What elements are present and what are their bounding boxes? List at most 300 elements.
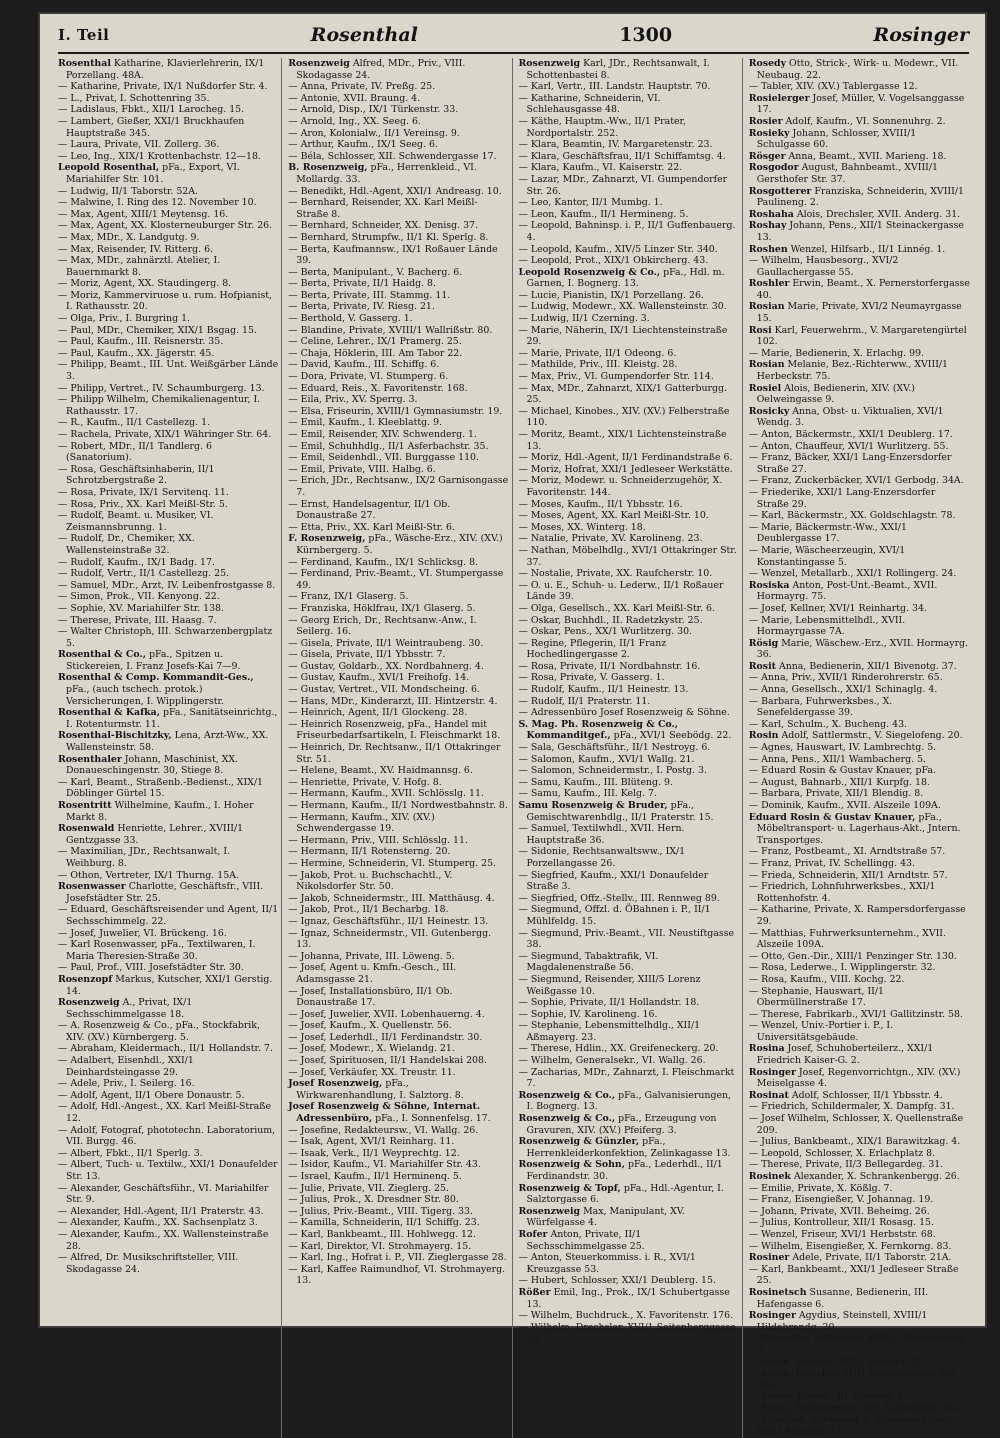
directory-entry — [749, 580, 970, 603]
entry-text: — Hermann, Priv., VIII. Schlösslg. 11. — [288, 834, 468, 846]
directory-entry — [288, 441, 508, 453]
entry-text: — Alexander, Geschäftsführ., VI. Mariahilfer Str. 9. — [58, 1182, 269, 1206]
directory-entry — [519, 777, 739, 789]
directory-entry — [519, 1136, 739, 1159]
directory-entry — [288, 986, 508, 1009]
entry-text: — R., Kaufm., II/1 Castellezg. 1. — [58, 417, 211, 429]
directory-entry — [58, 533, 278, 556]
directory-entry — [58, 441, 278, 464]
directory-entry — [58, 846, 278, 869]
directory-entry — [749, 870, 970, 882]
directory-entry — [519, 1183, 739, 1206]
directory-entry — [58, 417, 278, 429]
directory-entry — [58, 904, 278, 927]
entry-text: — Josef Wilhelm, Schlosser, X. Quellenstraße 209. — [748, 1113, 964, 1136]
directory-entry — [288, 591, 508, 603]
entry-text: — Emil, Reisender, XIV. Schwenderg. 1. — [288, 429, 477, 440]
directory-entry — [519, 383, 739, 406]
directory-page — [40, 14, 985, 1438]
entry-text: — Samuel, MDr., Arzt, IV. Leibenfrostgasse 8. — [58, 579, 276, 591]
directory-entry — [288, 1101, 508, 1124]
directory-entry — [749, 858, 970, 870]
entry-text: — Natalie, Private, XV. Karolineng. 23. — [518, 533, 703, 545]
entry-text: — Emil, Schuhhdlg., II/1 Asferbachstr. 35. — [288, 440, 489, 452]
entry-text: — Max, MDr., zahnärztl. Atelier, I. Bauernmarkt 8. — [58, 255, 221, 278]
directory-entry — [288, 928, 508, 951]
entry-text: Charlotte, Geschäftsfr., VIII. Josefstädter Str. 25. — [66, 881, 264, 904]
entry-text: — Ludwig, Modewr., XX. Wallensteinstr. 30. — [518, 301, 727, 313]
entry-text: — Alfred, Dr. Musikschriftsteller, VIII. Skodagasse 24. — [58, 1252, 239, 1275]
column-1 — [58, 58, 282, 1438]
directory-entry — [519, 406, 739, 429]
entry-text: — Ferdinand, Kaufm., IX/1 Schlicksg. 8. — [288, 556, 479, 568]
entry-text: — Lambert, Gießer, XXI/1 Bruckhaufen Hauptstraße 345. — [58, 115, 245, 139]
entry-text: pFa., Hdl. m. Garnen, I. Bognerg. 13. — [526, 266, 725, 290]
directory-entry — [288, 232, 508, 244]
entry-text: Susanne, Bedienerin, III. Hafengasse 6. — [756, 1286, 929, 1310]
directory-entry — [519, 1113, 739, 1136]
entry-text: — Moriz, Agent, XX. Staudingerg. 8. — [58, 278, 232, 290]
directory-entry — [288, 383, 508, 395]
directory-entry — [288, 1009, 508, 1021]
directory-entry — [58, 870, 278, 882]
entry-text: Alois, Drechsler, XVII. Anderg. 31. — [796, 208, 961, 220]
entry-text: — Leopold, Kaufm., XIV/5 Linzer Str. 340. — [518, 243, 718, 255]
entry-text: — Marie, Private, II/1 Odeong. 6. — [518, 347, 677, 359]
entry-text: — Hermann, Kaufm., XIV. (XV.) Schwendergasse 19. — [288, 811, 435, 835]
directory-entry — [749, 928, 970, 951]
directory-entry — [288, 904, 508, 916]
directory-entry — [288, 777, 508, 789]
directory-entry — [519, 707, 739, 719]
entry-text: — Käthe, Hauptm.-Ww., II/1 Prater, Nordportalstr. 252. — [518, 115, 686, 139]
entry-text: — Josef, Kellner, XVI/1 Reinhartg. 34. — [748, 602, 927, 614]
entry-text: — Israel, Kaufm., II/1 Herminenq. 5. — [288, 1171, 462, 1182]
directory-entry — [519, 139, 739, 151]
entry-text: — Agnes, Hauswart, IV. Lambrechtg. 5. — [748, 742, 937, 754]
entry-text: — Gisela, Private, II/1 Weintraubeng. 30. — [288, 637, 484, 649]
directory-entry — [519, 220, 739, 243]
directory-entry — [519, 545, 739, 568]
entry-text: — Wilhelm, Generalsekr., VI. Wallg. 26. — [518, 1055, 706, 1067]
directory-entry — [288, 638, 508, 650]
directory-entry — [519, 452, 739, 464]
entry-text: — Josef, Lederhdl., II/1 Ferdinandstr. 30. — [288, 1031, 483, 1043]
directory-entry — [749, 406, 970, 429]
directory-entry — [519, 174, 739, 197]
directory-entry — [288, 348, 508, 360]
entry-text: — Wilhelm, Drechsler, XVI/1 Seitenberggasse 13. — [518, 1321, 736, 1345]
directory-entry — [58, 278, 278, 290]
entry-text: — Georg Erich, Dr., Rechtsanw.-Anw., I. Seilerg. 16. — [288, 614, 477, 638]
entry-text: — Walter Christoph, III. Schwarzenbergplatz 5. — [58, 626, 273, 649]
directory-entry — [519, 765, 739, 777]
entry-text: — Rosa, Private, V. Gasserg. 1. — [518, 672, 665, 684]
entry-text: — Karl Rosenwasser, pFa., Textilwaren, I. Maria Theresien-Straße 30. — [58, 939, 256, 962]
entry-text: — Hermann, Kaufm., II/1 Nordwestbahnstr. 8. — [288, 800, 508, 811]
directory-entry — [58, 1020, 278, 1043]
directory-entry — [58, 290, 278, 313]
entry-text: — Siegmund, Priv.-Beamt., VII. Neustiftgasse 38. — [518, 927, 734, 951]
entry-surname: Rosenzweig & Sohn, — [518, 1159, 625, 1171]
directory-entry — [288, 649, 508, 661]
directory-entry — [288, 858, 508, 870]
entry-text: — Anton, Kutscher, XII/1 Schönbrunner Str. 226. — [748, 1368, 957, 1391]
directory-entry — [58, 580, 278, 592]
entry-text: — Anton, Chauffeur, XVI/1 Wurlitzerg. 55. — [748, 440, 949, 452]
directory-entry — [58, 336, 278, 348]
headword-right: Rosinger — [873, 24, 969, 46]
entry-text: — Josef, Modewr., X. Wielandg. 21. — [288, 1043, 455, 1055]
directory-entry — [58, 1043, 278, 1055]
entry-text: — Ludwig, II/1 Czerning. 3. — [518, 313, 650, 325]
entry-text: — Josef, Kaufm., X. Quellenstr. 56. — [288, 1020, 452, 1032]
entry-text: — Arthur, Kaufm., IX/1 Seeg. 6. — [288, 139, 438, 151]
entry-text: — Ferdinand, Priv.-Beamt., VI. Stumpergasse 49. — [288, 568, 504, 591]
entry-text: — Katharine, Private, IX/1 Nußdorfer Str. 4. — [58, 81, 268, 93]
entry-text: — Gustav, Kaufm., XVI/1 Freihofg. 14. — [288, 672, 470, 684]
entry-surname: Rosit — [748, 660, 776, 672]
directory-entry — [749, 1159, 970, 1171]
entry-text: — A. Rosenzweig & Co., pFa., Stockfabrik, XIV. (XV.) Kürnbergerg. 5. — [58, 1020, 260, 1043]
directory-entry — [288, 475, 508, 498]
directory-entry — [749, 904, 970, 927]
directory-entry — [519, 754, 739, 766]
directory-entry — [519, 255, 739, 267]
directory-entry — [58, 1252, 278, 1275]
directory-entry — [58, 1148, 278, 1160]
entry-text: pFa., I. Sonnenfelsg. 17. — [375, 1113, 491, 1125]
entry-text: Lena, Arzt-Ww., XX. Wallensteinstr. 58. — [66, 730, 269, 754]
directory-entry — [288, 1217, 508, 1229]
entry-text: August, Bahnbeamt., XVIII/1 Gersthofer Str. 37. — [756, 162, 938, 185]
entry-surname: Josef Rosenzweig, — [288, 1078, 383, 1090]
entry-text: — Gustav, Vertret., VII. Mondscheing. 6. — [288, 684, 480, 696]
entry-text: — Marie, Bäckermstr.-Ww., XXI/1 Deublergasse 17. — [748, 521, 907, 545]
entry-text: — Hubert, Schlosser, XXI/1 Deublerg. 15. — [518, 1275, 716, 1287]
entry-text: — Hermann, II/1 Rotensterng. 20. — [288, 846, 451, 858]
directory-entry — [749, 846, 970, 858]
directory-entry — [288, 916, 508, 928]
directory-entry — [519, 1159, 739, 1182]
entry-surname: Rosinger — [748, 1310, 796, 1322]
entry-text: A., Privat, IX/1 Sechsschimmelgasse 18. — [66, 997, 193, 1020]
entry-text: — Wilhelm, Buchdruck., X. Favoritenstr. 176. — [518, 1310, 734, 1322]
entry-text: — Alexander, Kaufm., XX. Sachsenplatz 3. — [58, 1217, 258, 1229]
entry-text: — Marie, Bedienerin, X. Erlachg. 99. — [748, 347, 925, 359]
directory-entry — [288, 568, 508, 591]
entry-surname: Rosiel — [748, 382, 782, 394]
directory-entry — [749, 1252, 970, 1264]
directory-entry — [749, 1090, 970, 1102]
directory-entry — [58, 1090, 278, 1102]
entry-surname: Roshaha — [748, 208, 794, 220]
entry-text: — Siegfried, Kaufm., XXI/1 Donaufelder Straße 3. — [518, 869, 709, 893]
entry-text: — Rudolf, Kaufm., IX/1 Badg. 17. — [58, 556, 215, 568]
directory-entry — [519, 209, 739, 221]
entry-surname: Rosenwald — [58, 823, 115, 835]
entry-text: — Alexander, Schneider, XVIII/1 Hildebrandg. 7. — [748, 1333, 968, 1356]
entry-text: — Oskar, Pens., XX/1 Wurlitzerg. 30. — [518, 626, 693, 638]
directory-entry — [749, 545, 970, 568]
directory-entry — [288, 1136, 508, 1148]
entry-text: — Rachela, Private, XIX/1 Währinger Str. 64. — [58, 429, 272, 440]
directory-entry — [749, 522, 970, 545]
entry-surname: Rosenzweig — [518, 1205, 581, 1217]
directory-entry — [519, 348, 739, 360]
directory-entry — [519, 696, 739, 708]
directory-entry — [749, 1194, 970, 1206]
directory-entry — [288, 533, 508, 556]
directory-entry — [749, 881, 970, 904]
directory-entry — [288, 962, 508, 985]
directory-entry — [519, 870, 739, 893]
entry-text: — David, Kaufm., III. Schiffg. 6. — [288, 359, 440, 371]
directory-entry — [58, 209, 278, 221]
entry-surname: Rosin — [748, 730, 779, 742]
directory-entry — [58, 591, 278, 603]
directory-entry — [288, 661, 508, 673]
directory-entry — [519, 313, 739, 325]
entry-text: pFa., Wäsche-Erz., XIV. (XV.) Kürnbergerg. 5. — [296, 533, 503, 556]
entry-surname: Leopold Rosenthal, — [58, 162, 160, 174]
directory-entry — [58, 325, 278, 337]
directory-entry — [519, 81, 739, 93]
entry-text: — Eduard, Geschäftsreisender und Agent, II/1 Sechsschimmelg. 22. — [58, 904, 279, 927]
entry-text: — Leopold, Bahninsp. i. P., II/1 Guffenbauerg. 4. — [518, 220, 736, 243]
entry-text: pFa., Möbeltransport- u. Lagerhaus-Akt., Jntern. Transportges. — [756, 811, 961, 846]
entry-surname: Rosenwasser — [58, 881, 126, 893]
directory-entry — [288, 603, 508, 615]
directory-entry — [749, 359, 970, 382]
entry-text: — Jakob, Prot. u. Buchschachtl., V. Nikolsdorfer Str. 50. — [288, 869, 453, 893]
directory-entry — [749, 800, 970, 812]
entry-text: — Eila, Priv., XV. Sperrg. 3. — [288, 394, 418, 406]
entry-text: Anna, Beamt., XVII. Marieng. 18. — [788, 150, 947, 162]
entry-text: pFa., Gemischtwarenhdlg., II/1 Praterstr. 15. — [526, 800, 714, 823]
directory-entry — [749, 58, 970, 81]
entry-text: — Wenzel, Metallarb., XXI/1 Rollingerg. 24. — [748, 568, 957, 580]
directory-entry — [519, 499, 739, 511]
entry-text: Max, Manipulant, XV. Würfelgasse 4. — [526, 1205, 685, 1229]
directory-entry — [58, 499, 278, 511]
directory-entry — [58, 568, 278, 580]
directory-entry — [58, 615, 278, 627]
entry-text: — Josef, Juwelier, VI. Brückeng. 16. — [58, 927, 227, 939]
entry-text: — Arnold, Disp., IX/1 Türkenstr. 33. — [288, 104, 459, 116]
entry-surname: Rosiska — [748, 579, 790, 591]
entry-text: — Antonie, XVII. Braung. 4. — [288, 92, 421, 104]
directory-entry — [288, 707, 508, 719]
entry-text: — Gustav, Goldarb., XX. Nordbahnerg. 4. — [288, 660, 484, 672]
entry-surname: S. Mag. Ph. Rosenzweig & Co., Kommanditgef., — [518, 718, 679, 742]
directory-entry — [749, 603, 970, 615]
directory-entry — [749, 1287, 970, 1310]
entry-text: — Berta, Private, IV. Riesg. 21. — [288, 301, 435, 313]
entry-text: — Moses, XX. Winterg. 18. — [518, 521, 646, 533]
entry-surname: Rosinger — [748, 1066, 796, 1078]
entry-text: — Benedikt, Hdl.-Agent, XXI/1 Andreasg. 10. — [288, 185, 502, 197]
directory-entry — [749, 765, 970, 777]
entry-text: Melanie, Bez.-Richterww., XVIII/1 Herbeckstr. 75. — [756, 359, 949, 383]
directory-entry — [58, 348, 278, 360]
entry-text: — Adolf, Hdl.-Angest., XX. Karl Meißl-Straße 12. — [58, 1101, 272, 1125]
entry-text: Emil, Ing., Prok., IX/1 Schubertgasse 13. — [526, 1286, 730, 1310]
directory-entry — [288, 696, 508, 708]
entry-text: — Aron, Kolonialw., II/1 Vereinsg. 9. — [288, 127, 460, 139]
entry-text: — Anton, Steuerkommiss. i. R., XVI/1 Kreuzgasse 53. — [518, 1252, 696, 1275]
directory-entry — [519, 1009, 739, 1021]
entry-surname: Eduard Rosin & Gustav Knauer, — [748, 811, 916, 823]
entry-text: — Heinrich, Agent, II/1 Glockeng. 28. — [288, 707, 468, 719]
directory-entry — [288, 1241, 508, 1253]
directory-entry — [288, 951, 508, 963]
entry-text: pFa., Wirkwarenhandlung, I. Salztorg. 8. — [296, 1078, 464, 1101]
entry-text: — Lucie, Pianistin, IX/1 Porzellang. 26. — [518, 289, 704, 301]
directory-entry — [749, 81, 970, 93]
directory-entry — [749, 1264, 970, 1287]
entry-surname: Rosier — [748, 115, 783, 127]
directory-entry — [519, 742, 739, 754]
entry-text: — Franz, Bäcker, XXI/1 Lang-Enzersdorfer Straße 27. — [748, 452, 952, 475]
entry-text: — Paul, Kaufm., III. Reisnerstr. 35. — [58, 336, 224, 348]
entry-text: — Barbara, Fuhrwerksbes., X. Senefeldergasse 39. — [748, 695, 893, 719]
entry-surname: Rosenzweig — [518, 58, 581, 69]
entry-text: — Klara, Beamtin, IV. Margaretenstr. 23. — [518, 139, 713, 151]
directory-entry — [519, 290, 739, 302]
entry-text: — Nathan, Möbelhdlg., XVI/1 Ottakringer Str. 37. — [518, 544, 737, 568]
directory-entry — [519, 638, 739, 661]
entry-surname: Josef Rosenzweig & Söhne, Internat. Adressenbüro, — [288, 1101, 481, 1125]
directory-entry — [749, 116, 970, 128]
entry-surname: Rosielerger — [748, 92, 810, 104]
entry-text: — Samuel, Textilwhdl., XVII. Hern. Hauptstraße 36. — [518, 823, 685, 846]
entry-text: — Heinrich Rosenzweig, pFa., Handel mit Friseurbedarfsartikeln, I. Fleischmarkt 18. — [288, 718, 501, 742]
entry-text: Johann, Schlosser, XVIII/1 Schulgasse 60. — [756, 127, 917, 151]
entry-surname: Rosenthal & Comp. Kommandit-Ges., — [58, 672, 254, 684]
directory-entry — [519, 719, 739, 742]
entry-text: — Alexander, Kaufm., XX. Wallensteinstraße 28. — [58, 1228, 269, 1252]
directory-entry — [749, 255, 970, 278]
directory-entry — [58, 939, 278, 962]
directory-entry — [749, 1171, 970, 1183]
entry-text: Anna, Bedienerin, XII/1 Bivenotg. 37. — [778, 660, 957, 672]
entry-text: — Henriette, Private, V. Hofg. 8. — [288, 776, 442, 788]
directory-entry — [58, 1101, 278, 1124]
directory-entry — [58, 800, 278, 823]
header-rule — [58, 52, 969, 54]
entry-text: — Isidor, Kaufm., VI. Mariahilfer Str. 43. — [288, 1159, 481, 1171]
entry-text: — Karl, Ing., Hofrat i. P., VII. Zieglergasse 28. — [288, 1252, 507, 1264]
entry-text: — Moriz, Modewr. u. Schneiderzugehör, X. Favoritenstr. 144. — [518, 475, 723, 498]
directory-entry — [58, 962, 278, 974]
entry-text: — Leo, Ing., XIX/1 Krottenbachstr. 12—18. — [58, 150, 261, 162]
directory-entry — [58, 186, 278, 198]
entry-surname: Roshen — [748, 243, 788, 255]
directory-entry — [288, 81, 508, 93]
directory-entry — [519, 1310, 739, 1322]
directory-entry — [58, 730, 278, 753]
entry-text: — Sophie, Private, II/1 Hollandstr. 18. — [518, 997, 700, 1009]
directory-entry — [749, 719, 970, 731]
entry-text: — Isaak, Verk., II/1 Weyprechtg. 12. — [288, 1147, 460, 1159]
entry-text: — Karl, Kaffee Raimundhof, VI. Strohmayerg. 13. — [288, 1263, 506, 1287]
directory-entry — [519, 116, 739, 139]
directory-entry — [58, 1125, 278, 1148]
directory-entry — [749, 754, 970, 766]
directory-entry — [288, 278, 508, 290]
entry-text: — Ignaz, Geschäftsführ., II/1 Heinestr. 13. — [288, 915, 489, 927]
directory-entry — [749, 244, 970, 256]
entry-text: Markus, Kutscher, XXI/1 Gerstig. 14. — [66, 973, 273, 997]
entry-text: — Moses, Agent, XX. Karl Meißl-Str. 10. — [518, 510, 709, 522]
entry-text: — Franziska, Höklfrau, IX/1 Glaserg. 5. — [288, 602, 476, 614]
entry-text: — Hermann, Kaufm., XVII. Schlösslg. 11. — [288, 788, 484, 800]
entry-text: — Ladislaus, Fbkt., XII/1 Larocheg. 15. — [58, 104, 245, 116]
directory-entry — [749, 209, 970, 221]
entry-surname: Rosenthal & Kafka, — [58, 707, 160, 719]
directory-entry — [58, 649, 278, 672]
entry-text: — Siegmund, Offzl. d. ÖBahnen i. P., II/1 Mühlfeldg. 15. — [518, 904, 711, 927]
directory-entry — [58, 429, 278, 441]
directory-entry — [288, 301, 508, 313]
entry-text: — Arnold, Ing., XX. Seeg. 6. — [288, 115, 421, 127]
directory-entry — [288, 162, 508, 185]
entry-text: — Josef, Agent u. Kmfn.-Gesch., III. Adamsgasse 21. — [288, 962, 457, 985]
entry-text: Alexander, X. Schrankenbergg. 26. — [793, 1171, 960, 1182]
directory-entry — [58, 116, 278, 139]
entry-text: — Johann, Private, XVII. Beheimg. 26. — [748, 1205, 930, 1217]
entry-text: — Franz, Eisengießer, V. Johannag. 19. — [748, 1194, 934, 1206]
directory-entry — [749, 1101, 970, 1113]
entry-text: — Rudolf, Dr., Chemiker, XX. Wallensteinstraße 32. — [58, 533, 195, 556]
directory-entry — [288, 1078, 508, 1101]
entry-text: — Anna, Gesellsch., XXI/1 Schinaglg. 4. — [748, 684, 938, 696]
entry-text: — Mathilde, Priv., III. Kleistg. 28. — [518, 359, 678, 371]
entry-surname: Rosicky — [748, 405, 790, 417]
directory-entry — [749, 730, 970, 742]
entry-text: Karl, Feuerwehrm., V. Margaretengürtel 102. — [756, 324, 967, 348]
entry-text: — Moriz, Hofrat, XXI/1 Jedleseer Werkstätte. — [518, 463, 733, 475]
directory-entry — [288, 1125, 508, 1137]
entry-text: Adolf, Sattlermstr., V. Siegelofeng. 20. — [781, 730, 963, 742]
directory-entry — [749, 1368, 970, 1391]
directory-entry — [749, 1229, 970, 1241]
directory-entry — [749, 441, 970, 453]
entry-text: pFa., Herrenkleid., VI. Mollardg. 33. — [296, 162, 477, 185]
entry-text: — Wilhelm, Eisengießer, X. Fernkorng. 83. — [748, 1240, 952, 1252]
directory-entry — [288, 1171, 508, 1183]
entry-surname: Rosenzweig & Co., — [518, 1113, 616, 1125]
entry-surname: Rosina — [748, 1043, 785, 1055]
entry-surname: Rosenthal — [58, 58, 111, 69]
directory-entry — [58, 707, 278, 730]
entry-text: — Anna, Pens., XII/1 Wambacherg. 5. — [748, 753, 927, 765]
entry-text: — Isak, Agent, XVI/1 Reinharg. 11. — [288, 1136, 455, 1148]
entry-text: — Rosa, Geschäftsinhaberin, II/1 Schrotzbergstraße 2. — [58, 463, 215, 487]
entry-text: — L., Privat, I. Schottenring 35. — [58, 92, 210, 104]
directory-entry — [749, 812, 970, 847]
directory-entry — [749, 1357, 970, 1369]
directory-entry — [749, 672, 970, 684]
entry-surname: Rosgodor — [748, 162, 799, 174]
entry-text: Adolf, Schlosser, II/1 Ybbsstr. 4. — [791, 1089, 943, 1101]
entry-text: — Rosa, Private, II/1 Nordbahnstr. 16. — [518, 660, 701, 672]
entry-text: — Max, Agent, XIII/1 Meytensg. 16. — [58, 208, 229, 220]
entry-text: Marie, Private, XVI/2 Neumayrgasse 15. — [756, 301, 962, 325]
entry-text: — Dora, Private, VI. Stumperg. 6. — [288, 371, 449, 383]
directory-entry — [519, 603, 739, 615]
